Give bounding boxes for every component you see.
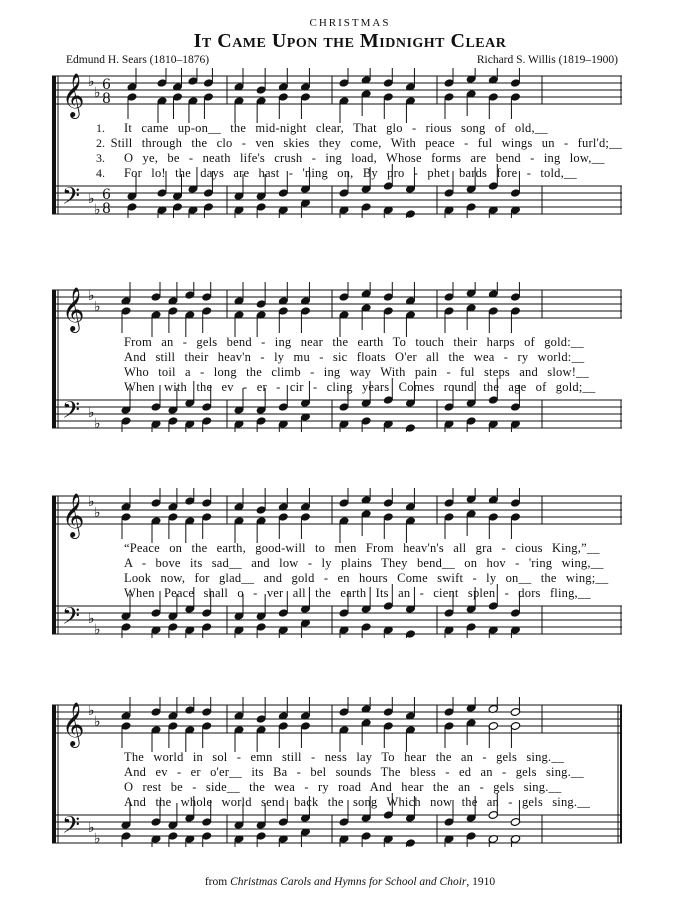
music-system-3 xyxy=(52,488,622,638)
lyric-text: Who toil a - long the climb - ing way With pain - ful steps and slow!__ xyxy=(124,365,589,379)
treble-clef-icon: 𝄞 xyxy=(62,287,85,331)
footer-prefix: from xyxy=(204,876,228,888)
time-sig-top: 6 xyxy=(102,77,111,93)
music-system-1 xyxy=(52,68,622,218)
verse-number: 1. xyxy=(96,121,105,135)
flat-icon: ♭ xyxy=(88,703,95,719)
flat-icon: ♭ xyxy=(88,405,95,421)
verse-number: 3. xyxy=(96,151,105,165)
lyric-text: From an - gels bend - ing near the earth To touch their harps of gold:__ xyxy=(124,335,584,349)
composer-credit: Richard S. Willis (1819–1900) xyxy=(476,54,618,66)
treble-clef-icon: 𝄞 xyxy=(62,702,85,746)
flat-icon: ♭ xyxy=(88,74,95,90)
time-sig-bottom: 8 xyxy=(102,91,111,107)
lyric-text: A - bove its sad__ and low - ly plains They bend__ on hov - 'ring wing,__ xyxy=(124,556,604,570)
flat-icon: ♭ xyxy=(94,622,101,638)
time-sig-top: 6 xyxy=(102,187,111,203)
lyric-line-verse-3 xyxy=(96,571,622,586)
system-brace xyxy=(52,496,56,634)
bass-clef-icon: 𝄢 xyxy=(62,811,81,844)
lyric-text: It came up-on__ the mid-night clear, That glo - rious song of old,__ xyxy=(124,121,548,135)
flat-icon: ♭ xyxy=(88,494,95,510)
flat-icon: ♭ xyxy=(94,416,101,432)
treble-clef-icon: 𝄞 xyxy=(62,493,85,537)
hymn-title: It Came Upon the Midnight Clear xyxy=(193,30,507,52)
flat-icon: ♭ xyxy=(94,202,101,218)
verse-number: 4. xyxy=(96,166,105,180)
lyric-text: For lo! the days are hast - 'ning on, By pro - phet bards fore - told,__ xyxy=(124,166,577,180)
bass-clef-icon: 𝄢 xyxy=(62,602,81,635)
lyric-line-verse-3 xyxy=(96,365,622,380)
flat-icon: ♭ xyxy=(88,820,95,836)
lyric-line-verse-4 xyxy=(96,380,622,395)
flat-icon: ♭ xyxy=(94,85,101,101)
lyric-text: O ye, be - neath life's crush - ing load, Whose forms are bend - ing low,__ xyxy=(124,151,605,165)
flat-icon: ♭ xyxy=(94,505,101,521)
lyric-line-verse-1 xyxy=(96,541,622,556)
treble-clef-icon: 𝄞 xyxy=(62,73,85,117)
bass-clef-icon: 𝄢 xyxy=(62,396,81,429)
lyric-text: When Peace shall o - ver all the earth Its an - cient splen - dors fling,__ xyxy=(124,586,591,600)
lyric-line-verse-2 xyxy=(96,136,622,151)
lyric-line-verse-4 xyxy=(96,166,622,181)
lyric-text: The world in sol - emn still - ness lay To hear the an - gels sing.__ xyxy=(124,750,565,764)
flat-icon: ♭ xyxy=(94,831,101,847)
lyricist-credit: Edmund H. Sears (1810–1876) xyxy=(66,54,210,66)
lyric-line-verse-2 xyxy=(96,765,622,780)
flat-icon: ♭ xyxy=(88,288,95,304)
lyric-line-verse-4 xyxy=(96,586,622,601)
footer-source: Christmas Carols and Hymns for School and Choir xyxy=(230,876,467,888)
verse-number: 2. xyxy=(96,136,105,150)
time-sig-bottom: 8 xyxy=(102,201,111,217)
music-system-4 xyxy=(52,697,622,847)
lyric-text: And the whole world send back the song Which now the an - gels sing.__ xyxy=(124,795,591,809)
lyric-line-verse-3 xyxy=(96,151,622,166)
flat-icon: ♭ xyxy=(94,714,101,730)
source-footer xyxy=(0,876,700,888)
system-brace xyxy=(52,290,56,428)
lyric-text: And still their heav'n - ly mu - sic floats O'er all the wea - ry world:__ xyxy=(124,350,585,364)
music-system-2 xyxy=(52,282,622,432)
bass-clef-icon: 𝄢 xyxy=(62,182,81,215)
lyric-text: O rest be - side__ the wea - ry road And hear the an - gels sing.__ xyxy=(124,780,562,794)
flat-icon: ♭ xyxy=(94,299,101,315)
system-brace xyxy=(52,76,56,214)
category-label: CHRISTMAS xyxy=(309,17,391,29)
lyric-text: Look now, for glad__ and gold - en hours Come swift - ly on__ the wing;__ xyxy=(124,571,609,585)
lyric-line-verse-3 xyxy=(96,780,622,795)
system-brace xyxy=(52,705,56,843)
lyric-line-verse-4 xyxy=(96,795,622,810)
lyric-text: When with the ev - er - cir - cling years Comes round the age of gold;__ xyxy=(124,380,596,394)
footer-year: , 1910 xyxy=(466,876,496,888)
lyric-line-verse-2 xyxy=(96,350,622,365)
lyric-line-verse-1 xyxy=(96,121,622,136)
lyric-text: And ev - er o'er__ its Ba - bel sounds The bless - ed an - gels sing.__ xyxy=(124,765,584,779)
lyric-line-verse-1 xyxy=(96,750,622,765)
flat-icon: ♭ xyxy=(88,191,95,207)
lyric-text: Still through the clo - ven skies they come, With peace - ful wings un - furl'd;__ xyxy=(110,136,622,150)
lyric-line-verse-2 xyxy=(96,556,622,571)
flat-icon: ♭ xyxy=(88,611,95,627)
lyric-text: “Peace on the earth, good-will to men From heav'n's all gra - cious King,”__ xyxy=(124,541,600,555)
lyric-line-verse-1 xyxy=(96,335,622,350)
